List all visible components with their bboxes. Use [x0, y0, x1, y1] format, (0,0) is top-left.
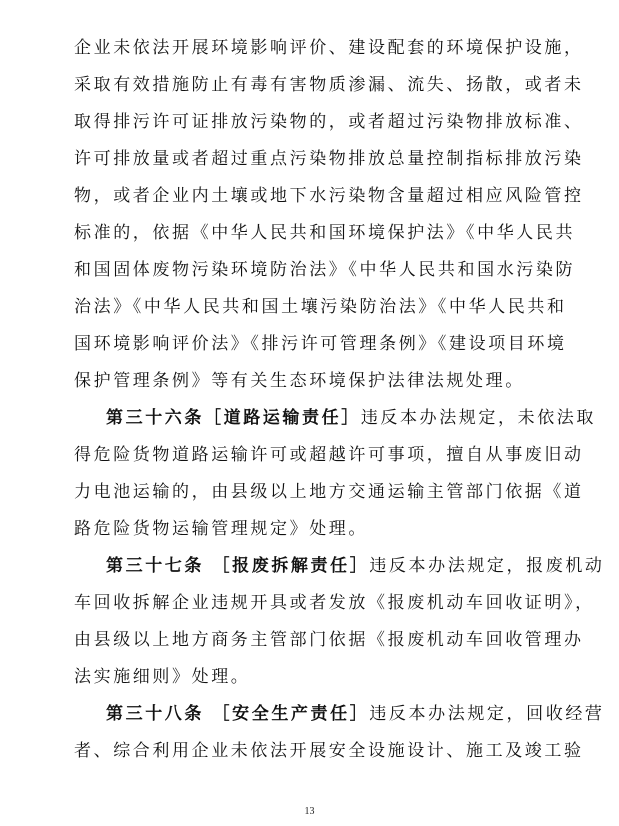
text-line: 标准的，依据《中华人民共和国环境保护法》《中华人民共 — [74, 223, 576, 243]
article-37-first-line — [106, 554, 605, 578]
article-37-heading: 第三十七条 ［报废拆解责任］ — [106, 556, 370, 576]
text-line: 者、综合利用企业未依法开展安全设施设计、施工及竣工验 — [74, 741, 584, 761]
text-line: 力电池运输的，由县级以上地方交通运输主管部门依据《道 — [74, 482, 584, 502]
article-38-heading: 第三十八条 ［安全生产责任］ — [106, 704, 370, 724]
text-line: 得危险货物道路运输许可或超越许可事项，擅自从事废旧动 — [74, 445, 584, 465]
text-line: 物，或者企业内土壤或地下水污染物含量超过相应风险管控 — [74, 186, 584, 206]
text-line: 车回收拆解企业违规开具或者发放《报废机动车回收证明》， — [74, 593, 595, 613]
text-line: 路危险货物运输管理规定》处理。 — [74, 519, 368, 539]
article-36-first-line — [106, 406, 597, 430]
text-line: 国环境影响评价法》《排污许可管理条例》《建设项目环境 — [74, 334, 567, 354]
text-line: 治法》《中华人民共和国土壤污染防治法》《中华人民共和 — [74, 297, 567, 317]
text-line: 采取有效措施防止有毒有害物质渗漏、流失、扬散，或者未 — [74, 75, 584, 95]
text-line: 保护管理条例》等有关生态环境保护法律法规处理。 — [74, 371, 525, 391]
text-line: 由县级以上地方商务主管部门依据《报废机动车回收管理办 — [74, 630, 584, 650]
page-number: 13 — [304, 806, 315, 817]
article-38-text: 违反本办法规定，回收经营 — [369, 704, 605, 724]
text-line: 企业未依法开展环境影响评价、建设配套的环境保护设施， — [74, 38, 584, 58]
text-line: 和国固体废物污染环境防治法》《中华人民共和国水污染防 — [74, 260, 576, 280]
article-37-text: 违反本办法规定，报废机动 — [369, 556, 605, 576]
text-line: 许可排放量或者超过重点污染物排放总量控制指标排放污染 — [74, 149, 584, 169]
article-36-heading: 第三十六条［道路运输责任］ — [106, 408, 361, 428]
text-line: 法实施细则》处理。 — [74, 667, 251, 687]
article-38-first-line — [106, 702, 605, 726]
article-36-text: 违反本办法规定，未依法取 — [360, 408, 597, 428]
text-line: 取得排污许可证排放污染物的，或者超过污染物排放标准、 — [74, 112, 584, 132]
